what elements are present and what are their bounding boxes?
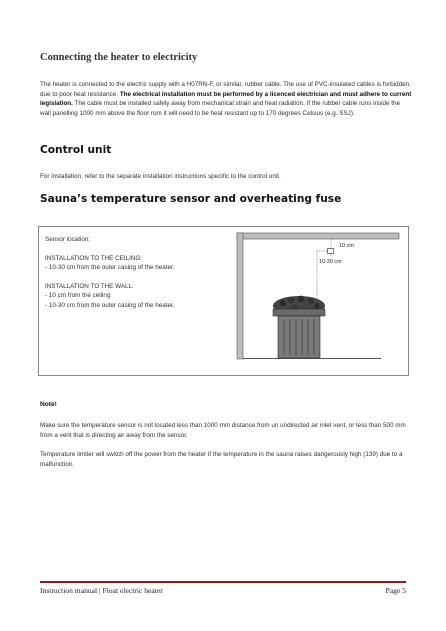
sensor-location-label: Sensor location: <box>45 236 91 243</box>
footer-title: Instruction manual | Float electric heater <box>40 586 163 595</box>
heading-sensor: Sauna’s temperature sensor and overheating fuse <box>40 193 342 205</box>
sensor-placement-diagram <box>231 231 403 371</box>
electricity-text-b: The cable must be installed safely away from mechanical strain and heat radiation. If the rubber cable runs inside the wall panelling 1000 mm above the floor rom it will need to be heat resistant up to 170 degrees Celsius (e.g. SSJ). <box>40 100 401 117</box>
control-unit-paragraph: For installation, refer to the separate installation instructions specific to the control unit. <box>40 173 281 180</box>
heater-collar <box>273 309 325 316</box>
wall-title: INSTALLATION TO THE WALL: <box>45 283 134 290</box>
ceiling-slab <box>237 233 399 239</box>
wall-item-2: - 10-30 cm from the outer casing of the heater. <box>45 301 175 309</box>
label-10cm: 10 cm <box>339 243 354 249</box>
electricity-text-a: The heater is connected to the electric supply with a H07RN-F, or similar, rubber cable. The use of PVC-insulated cables is forbidden due to poor heat resistance. <box>40 81 410 98</box>
electricity-paragraph <box>40 80 412 118</box>
heading-control-unit: Control unit <box>40 144 112 156</box>
note-paragraph-2: Temperature limiter will switch off the power from the heater if the temperature in the sauna raises dangerously high (139) due to a malfunction. <box>40 451 403 468</box>
wall-item-1: - 10 cm from the ceiling <box>45 292 111 300</box>
note-paragraph-1: Make sure the temperature sensor is not located less than 1000 mm distance from un undirected air inlet vent, or less than 500 mm from a vent that is directing air away from the sensor. <box>40 422 406 439</box>
label-10-30cm: 10-30 cm <box>319 259 342 265</box>
note-heading: Note! <box>40 401 57 408</box>
sensor-location-text <box>45 235 220 310</box>
page-number: Page 5 <box>385 586 406 595</box>
heading-electricity: Connecting the heater to electricity <box>40 52 198 63</box>
sensor-location-box <box>38 226 409 376</box>
wall-slab <box>237 233 243 359</box>
ceiling-title: INSTALLATION TO THE CEILING: <box>45 254 143 262</box>
ceiling-item: - 10-30 cm from the outer casing of the heater. <box>45 264 175 272</box>
electricity-text-bold: The electrical installation must be performed by a licenced electrician and must adhere to current legislation. <box>40 90 412 108</box>
ceiling-sensor <box>328 249 334 254</box>
footer-rule <box>40 581 406 583</box>
